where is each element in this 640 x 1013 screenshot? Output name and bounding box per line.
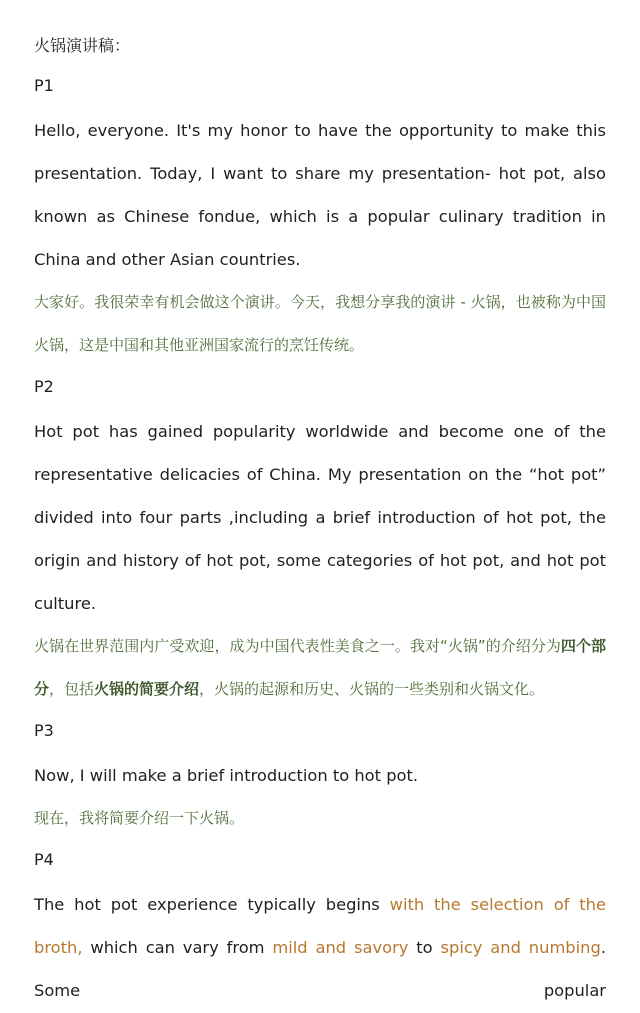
- paragraph-label-p3: P3: [34, 721, 54, 740]
- p4-highlight-spicy-numbing: spicy and numbing: [440, 938, 601, 957]
- p2-chinese-text: [34, 625, 606, 711]
- document-title: 火锅演讲稿：: [34, 36, 131, 55]
- paragraph-label-p2: P2: [34, 377, 54, 396]
- p4-highlight-broth-selection: with the selection of the broth,: [34, 895, 606, 957]
- p4-english-part-4: . Some popular: [34, 938, 607, 1000]
- p2-chinese-part-a: 火锅在世界范围内广受欢迎，成为中国代表性美食之一。我对“火锅”的介绍分为: [34, 637, 561, 655]
- p4-english-part-3: to: [408, 938, 441, 957]
- p4-highlight-mild-savory: mild and savory: [272, 938, 409, 957]
- p4-english-part-2: which can vary from: [82, 938, 273, 957]
- p1-chinese-text: 大家好。我很荣幸有机会做这个演讲。今天，我想分享我的演讲 - 火锅，也被称为中国火锅，这是中国和其他亚洲国家流行的烹饪传统。: [34, 293, 606, 354]
- p3-chinese-text: 现在，我将简要介绍一下火锅。: [34, 809, 245, 827]
- p2-chinese-part-c: ，火锅的起源和历史、火锅的一些类别和火锅文化。: [199, 680, 545, 698]
- p1-english-text: Hello, everyone. It's my honor to have the opportunity to make this presentation. Today, I want to share my presentation- hot pot, also known as Chinese fondue, which is a popular culinary tradition in China and other Asian countries.: [34, 121, 606, 269]
- paragraph-label-p4: P4: [34, 850, 54, 869]
- p3-english-text: Now, I will make a brief introduction to hot pot.: [34, 766, 419, 785]
- p2-chinese-bold-brief-intro: 火锅的简要介绍: [94, 680, 200, 698]
- p2-english-text: Hot pot has gained popularity worldwide and become one of the representative delicacies of China. My presentation on the “hot pot” divided into four parts ,including a brief introduction of hot pot, the origin and history of hot pot, some categories of hot pot, and hot pot culture.: [34, 422, 606, 613]
- p2-chinese-part-b: ，包括: [49, 680, 95, 698]
- paragraph-label-p1: P1: [34, 76, 54, 95]
- p4-english-part-1: The hot pot experience typically begins: [34, 895, 390, 914]
- p4-english-text: [34, 883, 606, 1012]
- p2-chinese-bold-four-parts: 四个部分: [34, 637, 606, 698]
